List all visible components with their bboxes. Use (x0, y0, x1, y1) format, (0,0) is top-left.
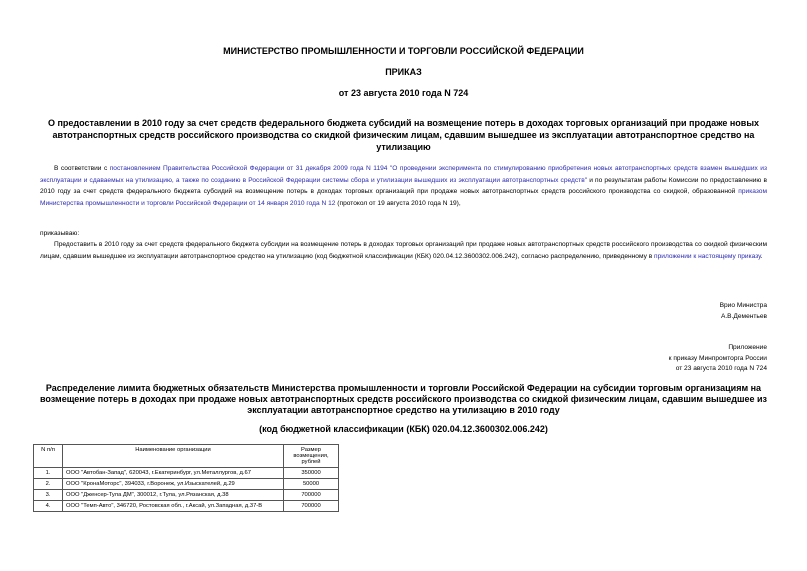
preamble-text-1: В соответствии с (54, 165, 110, 172)
ministry-order-link[interactable]: приказом Министерства промышленности и торговли Российской Федерации от 14 января 2010 года N 12 (40, 188, 767, 207)
order-text-1: Предоставить в 2010 году за счет средств федерального бюджета субсидии на возмещение потерь в доходах торговых организаций при продаже новых автотранспортных средств российского производства со скидкой физическим лицам, сдавшим вышедшее из эксплуатации автотранспортное средство на утилизацию (код бюджетной классификации (КБК) 020.04.12.3600302.006.242), согласно распределению, приведенному в (40, 241, 767, 260)
signature-block (720, 301, 767, 322)
signatory-position: Врио Министра (719, 302, 767, 309)
col-header-number: N п/п (34, 445, 63, 468)
appendix-ref-line-2: к приказу Минпромторга России (668, 354, 767, 362)
preamble-text-3: (протокол от 19 августа 2010 года N 19), (335, 199, 461, 207)
col-header-organization: Наименование организации (63, 445, 284, 468)
government-decree-link[interactable]: постановлением Правительства Российской Федерации от 31 декабря 2009 года N 1194 "О проведении эксперимента по стимулированию приобретения новых автотранспортных средств взамен вышедших из эксплуатации и сдаваемых на утилизацию, а также по созданию в Российской Федерации системы сбора и утилизации вышедших из эксплуатации автотранспортных средств" (40, 165, 767, 184)
row-amount: 700000 (284, 490, 339, 501)
row-organization: ООО "КронаМоторс", 394033, г.Воронеж, ул.Изыскателей, д.29 (63, 479, 284, 490)
row-number: 2. (34, 479, 63, 490)
row-number: 1. (34, 468, 63, 479)
row-amount: 350000 (284, 468, 339, 479)
row-organization: ООО "Автобан-Запад", 620043, г.Екатеринбург, ул.Металлургов, д.67 (63, 468, 284, 479)
row-number: 3. (34, 490, 63, 501)
order-paragraph (40, 239, 767, 262)
doc-type: ПРИКАЗ (385, 67, 422, 77)
organizations-table (33, 444, 339, 512)
order-text-2: . (760, 252, 763, 260)
appendix-kbk: (код бюджетной классификации (КБК) 020.04.12.3600302.006.242) (259, 424, 548, 434)
appendix-link[interactable]: приложении к настоящему приказу (654, 252, 761, 260)
appendix-ref-line-1: Приложение (728, 344, 767, 351)
table-row (34, 479, 339, 490)
table-header-row (34, 445, 339, 468)
ministry-heading: МИНИСТЕРСТВО ПРОМЫШЛЕННОСТИ И ТОРГОВЛИ РОССИЙСКОЙ ФЕДЕРАЦИИ (223, 46, 584, 56)
appendix-title: Распределение лимита бюджетных обязательств Министерства промышленности и торговли Российской Федерации на субсидии торговым организациям на возмещение потерь в доходах при продаже новых автотранспортных средств российского производства со скидкой физическим лицам, сдавшим вышедшее из эксплуатации автотранспортное средство на утилизацию в 2010 году (40, 383, 767, 415)
order-label: приказываю: (40, 230, 80, 237)
preamble-paragraph (40, 163, 767, 209)
doc-date: от 23 августа 2010 года N 724 (338, 88, 469, 98)
row-organization: ООО "Темп-Авто", 346720, Ростовская обл., г.Аксай, ул.Западная, д.37-В (63, 501, 284, 512)
appendix-ref-line-3: от 23 августа 2010 года N 724 (675, 365, 767, 372)
table-row (34, 468, 339, 479)
signatory-name: А.В.Дементьев (720, 312, 767, 320)
col-header-amount: Размер возмещения, рублей (284, 445, 339, 468)
appendix-reference (669, 343, 767, 375)
row-amount: 50000 (284, 479, 339, 490)
doc-title: О предоставлении в 2010 году за счет средств федерального бюджета субсидий на возмещение потерь в доходах торговых организаций при продаже новых автотранспортных средств российского производства со скидкой физическим лицам, сдавшим вышедшее из эксплуатации автотранспортное средство на утилизацию (47, 118, 760, 152)
table-row (34, 490, 339, 501)
table-row (34, 501, 339, 512)
row-number: 4. (34, 501, 63, 512)
row-organization: ООО "Дженсер-Тула ДМ", 300012, г.Тула, ул.Рязанская, д.38 (63, 490, 284, 501)
row-amount: 700000 (284, 501, 339, 512)
preamble-text-2: и по результатам работы Комиссии по предоставлению в 2010 году за счет средств федерального бюджета субсидий на возмещение потерь в доходах торговых организаций при продаже новых автотранспортных средств российского производства со скидкой, образованной (40, 176, 767, 195)
